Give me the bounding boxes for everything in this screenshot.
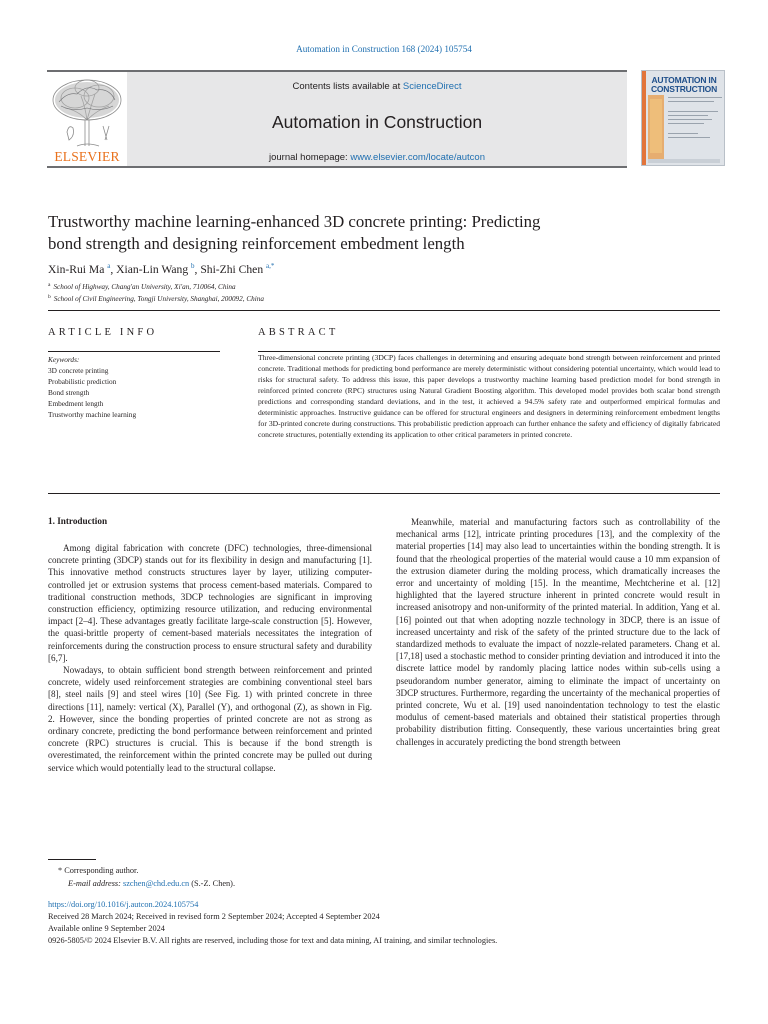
article-title xyxy=(48,211,688,255)
affiliation xyxy=(48,282,236,291)
affiliation xyxy=(48,294,264,303)
journal-cover-thumbnail[interactable] xyxy=(641,70,725,166)
journal-name: Automation in Construction xyxy=(271,112,483,132)
abstract-divider xyxy=(48,493,720,494)
body-paragraph: Meanwhile, material and manufacturing factors such as controllability of the mechanical arms [12], intricate printing procedures [13], and the complexity of the material properties [14] may also lead to uncertainties within the bonding strength. It is found that the rheological properties of the material would cause a 10 mm expansion of the extrusion diameter during the molding process, which dramatically increases the error and uncertainty of molding [15]. In the meantime, Mechtcherine et al. [12] highlighted that the layered structure inherent in printed concrete would result in increased anisotropy and non-uniformity of the printed material. In addition, Yang et al. [16] pointed out that when adopting nozzle technology in 3DCP, there is an issue of increased uncertainty and risk of the safety of the printed structure due to the lack of standardized methods to evaluate the impact of nozzle-related parameters. Chang et al. [17,18] used a stochastic method to consider printing deviation and introduced it into the discrete lattice model by randomly placing lattice nodes within sub-cells using a pseudorandom number generator, aiming to eliminate the impact of uncertainty on 3DCP structures. Furthermore, regarding the uncertainty of the mechanical properties of printed concrete, Wu et al. [19] used nanoindentation technology to test the elastic modulus of cement-based materials and obtained their statistical properties through probability distribution fitting. Consequently, these various uncertainties bring great challenges in accurately predicting the bond strength between xyxy=(396,517,720,747)
contents-availability-line xyxy=(127,81,627,92)
author-affiliation-marker[interactable]: a xyxy=(107,262,111,270)
author-affiliation-marker[interactable]: b xyxy=(191,262,195,270)
journal-homepage-link[interactable]: www.elsevier.com/locate/autcon xyxy=(350,152,485,163)
cover-title: AUTOMATION IN CONSTRUCTION xyxy=(650,75,718,94)
online-date: Available online 9 September 2024 xyxy=(48,924,165,933)
section-heading-introduction: 1. Introduction xyxy=(48,516,108,526)
email-suffix: (S.-Z. Chen). xyxy=(189,879,236,888)
journal-masthead xyxy=(47,70,727,168)
keyword-item: Bond strength xyxy=(48,388,90,397)
abstract-text: Three-dimensional concrete printing (3DCP) faces challenges in determining and ensuring adequate bond strength between reinforcement and printed concrete. Traditional methods for predicting bond performance are merely deterministic without considering potential uncertainty, which would lead to risks for structural safety. To address this issue, this paper develops a trustworthy machine learning based prediction model for bond strength in reinforced printed concrete (RPC) structures using Natural Gradient Boosting algorithm. This developed model provides both scalar bond strength predictions and corresponding standard deviations, and in the test, it achieved a 94.5% safety rate and outperformed empirical formulas and deterministic approaches. Instructive guidance can be offered for structural engineers and designers in determining reinforcement embedment lengths for 3D-printed concrete during constructions. This probabilistic prediction approach can further enhance the safety and efficiency of digitally fabricated concrete structures, potentially extending its application to other critical parameters in printed concrete. xyxy=(258,353,720,440)
keyword-item: 3D concrete printing xyxy=(48,366,109,375)
copyright-notice: 0926-5805/© 2024 Elsevier B.V. All rights are reserved, including those for text and data mining, AI training, and similar technologies. xyxy=(48,936,498,945)
author-name[interactable]: Xin-Rui Ma xyxy=(48,263,105,276)
sciencedirect-link[interactable]: ScienceDirect xyxy=(402,81,462,92)
author-separator: , xyxy=(110,263,117,276)
body-right-column xyxy=(396,516,720,748)
journal-citation-link[interactable]: Automation in Construction 168 (2024) 105754 xyxy=(296,44,472,54)
author-affiliation-marker[interactable]: a,* xyxy=(266,262,275,270)
email-label: E-mail address: xyxy=(68,879,123,888)
journal-homepage-line xyxy=(127,152,627,163)
body-left-column xyxy=(48,542,372,774)
keyword-item: Probabilistic prediction xyxy=(48,377,117,386)
article-title-line: bond strength and designing reinforcement embedment length xyxy=(48,234,465,253)
article-title-line: Trustworthy machine learning-enhanced 3D concrete printing: Predicting xyxy=(48,212,541,231)
cover-artwork xyxy=(642,71,725,166)
doi-link[interactable]: https://doi.org/10.1016/j.autcon.2024.105754 xyxy=(48,900,199,909)
abstract-heading: ABSTRACT xyxy=(258,327,339,338)
article-info-heading: ARTICLE INFO xyxy=(48,327,158,338)
elsevier-tree-icon xyxy=(47,76,127,150)
affiliation-marker: a xyxy=(48,282,51,288)
author-name[interactable]: Xian-Lin Wang xyxy=(116,263,189,276)
contents-prefix: Contents lists available at xyxy=(292,81,403,92)
author-name[interactable]: Shi-Zhi Chen xyxy=(200,263,264,276)
elsevier-wordmark: ELSEVIER xyxy=(54,149,120,164)
masthead-bottom-rule xyxy=(47,166,627,168)
keyword-item: Embedment length xyxy=(48,399,104,408)
header-divider xyxy=(48,310,720,311)
affiliation-marker: b xyxy=(48,294,51,300)
article-info-rule xyxy=(48,351,220,352)
author-list xyxy=(48,262,274,276)
email-link[interactable]: szchen@chd.edu.cn xyxy=(123,879,190,888)
elsevier-logo[interactable] xyxy=(47,76,127,168)
received-dates: Received 28 March 2024; Received in revised form 2 September 2024; Accepted 4 September 2024 xyxy=(48,912,380,921)
affiliation-text: School of Civil Engineering, Tongji University, Shanghai, 200092, China xyxy=(53,295,264,303)
masthead-center-panel xyxy=(127,72,627,166)
homepage-prefix: journal homepage: xyxy=(269,152,351,163)
keywords-block xyxy=(48,354,220,420)
keyword-item: Trustworthy machine learning xyxy=(48,410,137,419)
footnote-rule xyxy=(48,859,96,860)
affiliation-text: School of Highway, Chang'an University, Xi'an, 710064, China xyxy=(53,283,236,291)
email-note xyxy=(68,879,235,888)
author-separator: , xyxy=(194,263,201,276)
corresponding-author-note: * Corresponding author. xyxy=(58,866,139,875)
keywords-label: Keywords: xyxy=(48,355,80,364)
body-paragraph: Nowadays, to obtain sufficient bond strength between reinforcement and printed concrete, widely used reinforcement strategies are combining conventional steel bars [8], steel nails [9] and steel wires [10] (See Fig. 1) with printed concrete in three directions [11], namely: vertical (X), Parallel (Y), and orthogonal (Z), as shown in Fig. 2. However, since the bonding properties of printed concrete are not as strong as ordinary concrete, predicting the bond performance between reinforcement and printed concrete (RPC) structures is crucial. This is because if the bond strength is overestimated, the reinforcement within the printed concrete may be pulled out during service which would potentially lead to the structural collapse. xyxy=(48,665,372,773)
body-paragraph: Among digital fabrication with concrete (DFC) technologies, three-dimensional concrete printing (3DCP) stands out for its flexibility in design and manufacturing [1]. This innovative method constructs structures layer by layer, utilizing computer-controlled jet or extrusion systems that process cement-based materials. Compared to traditional construction methods, 3DCP technologies are significant in improving construction efficiency, optimizing resource utilization, and reducing environmental impact [2–4]. These advantages greatly facilitate large-scale construction [5]. However, the quasi-brittle property of cement-based materials necessitates the integration of reinforcements during the construction process to ensure structural safety and durability [6,7]. xyxy=(48,543,372,663)
